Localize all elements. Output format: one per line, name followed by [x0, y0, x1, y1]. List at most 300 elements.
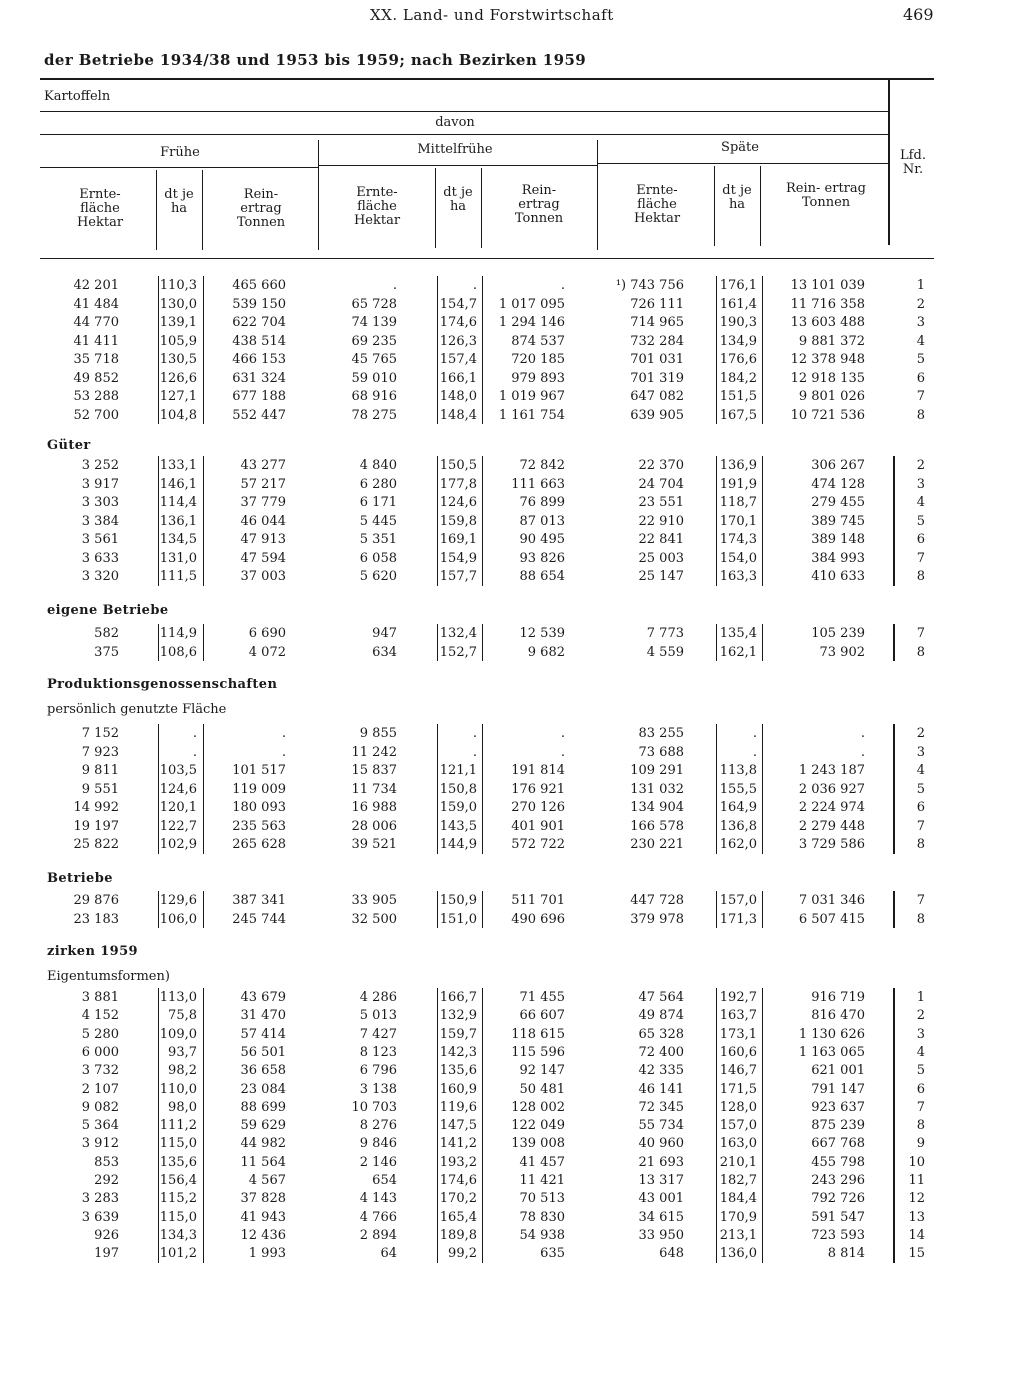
- table-row: [0, 1191, 1024, 1209]
- table-row: [0, 1100, 1024, 1118]
- cell-lfd-nr: 6: [916, 1081, 925, 1097]
- cell-yield-fruehe: 106,0: [159, 911, 197, 927]
- cell-lfd-nr: 4: [916, 763, 925, 778]
- cell-area-spaete: 22 370: [638, 458, 684, 473]
- cell-area-spaete: 639 905: [630, 407, 684, 423]
- cell-area-fruehe: 19 197: [73, 818, 119, 834]
- table-row: [0, 837, 1024, 855]
- table-row: [0, 551, 1024, 569]
- cell-output-spaete: 1 130 626: [798, 1026, 865, 1042]
- cell-output-spaete: 474 128: [811, 476, 865, 492]
- cell-output-spaete: 923 637: [811, 1099, 865, 1115]
- cell-area-mittelfruehe: 78 275: [351, 407, 397, 423]
- cell-output-fruehe: 41 943: [240, 1209, 286, 1225]
- rule-group-2: [597, 140, 598, 250]
- column-rule: [203, 724, 204, 854]
- table-row: [0, 912, 1024, 930]
- cell-area-fruehe: 197: [94, 1246, 119, 1262]
- lfd-nr-rule: [893, 988, 895, 1263]
- cell-yield-fruehe: 139,1: [159, 315, 197, 330]
- cell-area-fruehe: 9 811: [81, 763, 119, 778]
- cell-lfd-nr: 8: [916, 644, 925, 660]
- column-rule: [716, 456, 717, 586]
- column-rule: [762, 724, 763, 854]
- table-row: [0, 1210, 1024, 1228]
- cell-area-mittelfruehe: 16 988: [351, 800, 397, 815]
- cell-area-fruehe: 375: [94, 644, 119, 660]
- column-rule: [716, 891, 717, 928]
- cell-output-mittelfruehe: 9 682: [527, 644, 565, 660]
- cell-output-mittelfruehe: 72 842: [519, 458, 565, 473]
- cell-yield-fruehe: 101,2: [159, 1246, 197, 1262]
- table-row: [0, 1246, 1024, 1264]
- cell-yield-spaete: 162,0: [719, 837, 757, 852]
- cell-area-fruehe: 53 288: [73, 389, 119, 404]
- cell-yield-fruehe: 131,0: [159, 550, 197, 566]
- rule-h3: [435, 168, 436, 248]
- table-row: [0, 893, 1024, 911]
- cell-output-spaete: 13 101 039: [790, 278, 865, 293]
- cell-area-mittelfruehe: 10 703: [351, 1099, 397, 1115]
- cell-output-spaete: 10 721 536: [790, 407, 865, 423]
- rule-crop: [40, 111, 888, 112]
- cell-output-fruehe: 37 003: [240, 569, 286, 584]
- cell-area-spaete: 701 031: [630, 352, 684, 367]
- cell-yield-spaete: 184,2: [719, 370, 757, 386]
- cell-output-spaete: 9 801 026: [798, 389, 865, 404]
- column-rule: [203, 456, 204, 586]
- cell-lfd-nr: 6: [916, 800, 925, 815]
- cell-area-spaete: 72 400: [638, 1044, 684, 1060]
- cell-output-fruehe: 438 514: [232, 333, 286, 349]
- cell-output-mittelfruehe: .: [560, 278, 565, 293]
- cell-area-spaete: 72 345: [638, 1099, 684, 1115]
- page-number: 469: [903, 5, 934, 24]
- cell-yield-spaete: 213,1: [719, 1227, 757, 1243]
- cell-output-spaete: 916 719: [811, 990, 865, 1005]
- cell-output-mittelfruehe: 176 921: [511, 781, 565, 797]
- cell-area-fruehe: 49 852: [73, 370, 119, 386]
- cell-lfd-nr: 2: [916, 458, 925, 473]
- table-row: [0, 1155, 1024, 1173]
- cell-area-mittelfruehe: 4 143: [359, 1191, 397, 1207]
- cell-lfd-nr: 3: [916, 476, 925, 492]
- cell-yield-mittelfruehe: 159,7: [439, 1026, 477, 1042]
- cell-yield-fruehe: 156,4: [159, 1173, 197, 1188]
- cell-lfd-nr: 9: [916, 1136, 925, 1152]
- cell-area-mittelfruehe: 33 905: [351, 893, 397, 908]
- cell-area-mittelfruehe: 6 171: [359, 495, 397, 510]
- cell-yield-mittelfruehe: 177,8: [439, 476, 477, 492]
- cell-area-mittelfruehe: 2 894: [359, 1227, 397, 1243]
- cell-area-fruehe: 3 881: [81, 990, 119, 1005]
- table-row: [0, 1008, 1024, 1026]
- cell-area-spaete: 40 960: [638, 1136, 684, 1152]
- cell-output-fruehe: .: [281, 744, 286, 760]
- cell-lfd-nr: 8: [916, 837, 925, 852]
- cell-area-spaete: ¹) 743 756: [615, 278, 684, 293]
- cell-output-mittelfruehe: 118 615: [511, 1026, 565, 1042]
- cell-lfd-nr: 7: [916, 1099, 925, 1115]
- cell-yield-fruehe: 135,6: [159, 1154, 197, 1170]
- cell-area-mittelfruehe: 28 006: [351, 818, 397, 834]
- cell-output-spaete: 791 147: [811, 1081, 865, 1097]
- cell-area-fruehe: 2 107: [81, 1081, 119, 1097]
- cell-yield-fruehe: 115,0: [159, 1136, 197, 1152]
- cell-yield-mittelfruehe: 144,9: [439, 837, 477, 852]
- cell-yield-spaete: 157,0: [719, 893, 757, 908]
- cell-area-mittelfruehe: 7 427: [359, 1026, 397, 1042]
- cell-yield-mittelfruehe: 170,2: [439, 1191, 477, 1207]
- cell-yield-spaete: .: [752, 726, 757, 741]
- cell-output-mittelfruehe: 111 663: [511, 476, 565, 492]
- cell-yield-mittelfruehe: 143,5: [439, 818, 477, 834]
- cell-yield-spaete: 174,3: [719, 532, 757, 547]
- cell-area-mittelfruehe: 6 058: [359, 550, 397, 566]
- cell-yield-spaete: 190,3: [719, 315, 757, 330]
- cell-area-spaete: 109 291: [630, 763, 684, 778]
- table-row: [0, 408, 1024, 426]
- cell-area-fruehe: 44 770: [73, 315, 119, 330]
- cell-output-fruehe: 265 628: [232, 837, 286, 852]
- cell-output-spaete: 667 768: [811, 1136, 865, 1152]
- cell-yield-fruehe: 120,1: [159, 800, 197, 815]
- cell-area-fruehe: 4 152: [81, 1008, 119, 1024]
- cell-lfd-nr: 8: [916, 407, 925, 423]
- col-yield-spaete: dt je ha: [722, 183, 752, 212]
- cell-output-spaete: 875 239: [811, 1118, 865, 1134]
- cell-yield-mittelfruehe: 151,0: [439, 911, 477, 927]
- cell-output-spaete: .: [860, 744, 865, 760]
- table-row: [0, 1045, 1024, 1063]
- cell-yield-spaete: 176,6: [719, 352, 757, 367]
- cell-yield-fruehe: 103,5: [159, 763, 197, 778]
- cell-yield-mittelfruehe: 154,7: [439, 296, 477, 312]
- column-rule: [158, 624, 159, 661]
- cell-output-spaete: 2 036 927: [798, 781, 865, 797]
- cell-yield-spaete: 170,9: [719, 1209, 757, 1225]
- cell-yield-mittelfruehe: 174,6: [439, 1173, 477, 1188]
- cell-output-mittelfruehe: 270 126: [511, 800, 565, 815]
- cell-output-fruehe: 552 447: [232, 407, 286, 423]
- cell-area-spaete: 647 082: [630, 389, 684, 404]
- cell-yield-fruehe: 93,7: [168, 1044, 197, 1060]
- cell-lfd-nr: 3: [916, 1026, 925, 1042]
- cell-output-spaete: 410 633: [811, 569, 865, 584]
- table-row: [0, 745, 1024, 763]
- cell-area-fruehe: 41 484: [73, 296, 119, 312]
- cell-area-mittelfruehe: 68 916: [351, 389, 397, 404]
- cell-output-mittelfruehe: 50 481: [519, 1081, 565, 1097]
- cell-yield-fruehe: 129,6: [159, 893, 197, 908]
- cell-yield-mittelfruehe: 150,9: [439, 893, 477, 908]
- cell-lfd-nr: 13: [908, 1209, 925, 1225]
- cell-area-spaete: 34 615: [638, 1209, 684, 1225]
- cell-yield-spaete: 170,1: [719, 513, 757, 529]
- cell-area-fruehe: 5 364: [81, 1118, 119, 1134]
- cell-lfd-nr: 15: [908, 1246, 925, 1262]
- column-rule: [437, 891, 438, 928]
- cell-area-spaete: 25 147: [638, 569, 684, 584]
- cell-area-spaete: 43 001: [638, 1191, 684, 1207]
- rule-group-1: [318, 140, 319, 250]
- cell-output-spaete: 7 031 346: [798, 893, 865, 908]
- column-rule: [716, 724, 717, 854]
- cell-output-fruehe: 56 501: [240, 1044, 286, 1060]
- cell-yield-mittelfruehe: 166,1: [439, 370, 477, 386]
- cell-yield-spaete: 167,5: [719, 407, 757, 423]
- cell-area-fruehe: 29 876: [73, 893, 119, 908]
- cell-output-mittelfruehe: 92 147: [519, 1063, 565, 1079]
- cell-yield-fruehe: 111,2: [159, 1118, 197, 1134]
- column-rule: [716, 988, 717, 1263]
- cell-area-mittelfruehe: 65 728: [351, 296, 397, 312]
- cell-area-spaete: 24 704: [638, 476, 684, 492]
- cell-area-fruehe: 926: [94, 1227, 119, 1243]
- cell-yield-fruehe: 136,1: [159, 513, 197, 529]
- cell-yield-spaete: 161,4: [719, 296, 757, 312]
- cell-lfd-nr: 5: [916, 352, 925, 367]
- lfd-nr-rule: [893, 456, 895, 586]
- cell-yield-mittelfruehe: .: [472, 726, 477, 741]
- section-heading-bezirke: zirken 1959: [47, 944, 139, 959]
- cell-output-mittelfruehe: .: [560, 744, 565, 760]
- rule-h5: [714, 166, 715, 246]
- column-rule: [437, 276, 438, 424]
- cell-yield-mittelfruehe: 148,0: [439, 389, 477, 404]
- cell-output-fruehe: 101 517: [232, 763, 286, 778]
- cell-output-spaete: 455 798: [811, 1154, 865, 1170]
- cell-output-fruehe: 677 188: [232, 389, 286, 404]
- cell-yield-fruehe: 98,0: [168, 1099, 197, 1115]
- table-row: [0, 297, 1024, 315]
- cell-output-fruehe: 46 044: [240, 513, 286, 529]
- table-row: [0, 1063, 1024, 1081]
- column-rule: [716, 276, 717, 424]
- cell-lfd-nr: 1: [916, 278, 925, 293]
- table-row: [0, 514, 1024, 532]
- cell-output-spaete: 2 279 448: [798, 818, 865, 834]
- cell-yield-mittelfruehe: 157,4: [439, 352, 477, 367]
- cell-area-mittelfruehe: 5 445: [359, 513, 397, 529]
- cell-area-fruehe: 3 283: [81, 1191, 119, 1207]
- cell-output-spaete: 279 455: [811, 495, 865, 510]
- table-row: [0, 371, 1024, 389]
- cell-output-spaete: 621 001: [811, 1063, 865, 1079]
- cell-area-spaete: 46 141: [638, 1081, 684, 1097]
- cell-yield-spaete: 171,5: [719, 1081, 757, 1097]
- cell-yield-mittelfruehe: .: [472, 744, 477, 760]
- cell-lfd-nr: 4: [916, 333, 925, 349]
- table-row: [0, 726, 1024, 744]
- table-row: [0, 458, 1024, 476]
- page-header: [0, 0, 1024, 80]
- section-heading-eigene-betriebe: eigene Betriebe: [47, 603, 169, 618]
- column-rule: [482, 988, 483, 1263]
- cell-yield-mittelfruehe: 124,6: [439, 495, 477, 510]
- cell-output-mittelfruehe: 1 161 754: [498, 407, 565, 423]
- col-output-fruehe: Rein- ertrag Tonnen: [236, 187, 286, 230]
- cell-lfd-nr: 2: [916, 726, 925, 741]
- cell-yield-fruehe: 146,1: [159, 476, 197, 492]
- table-row: [0, 1173, 1024, 1191]
- section-heading-betriebe: Betriebe: [47, 871, 113, 886]
- cell-area-spaete: 22 841: [638, 532, 684, 547]
- cell-output-mittelfruehe: 401 901: [511, 818, 565, 834]
- column-rule: [437, 624, 438, 661]
- cell-area-mittelfruehe: 5 013: [359, 1008, 397, 1024]
- cell-yield-fruehe: 113,0: [159, 990, 197, 1005]
- cell-output-mittelfruehe: 66 607: [519, 1008, 565, 1024]
- cell-area-mittelfruehe: 64: [380, 1246, 397, 1262]
- cell-area-fruehe: 7 152: [81, 726, 119, 741]
- cell-yield-fruehe: 110,0: [159, 1081, 197, 1097]
- cell-output-spaete: 792 726: [811, 1191, 865, 1207]
- cell-yield-spaete: 162,1: [719, 644, 757, 660]
- cell-yield-mittelfruehe: 119,6: [439, 1099, 477, 1115]
- cell-output-spaete: 13 603 488: [790, 315, 865, 330]
- column-rule: [482, 624, 483, 661]
- section-subheading-persoenlich: persönlich genutzte Fläche: [47, 702, 227, 717]
- column-rule: [203, 624, 204, 661]
- cell-output-fruehe: 31 470: [240, 1008, 286, 1024]
- table-row: [0, 763, 1024, 781]
- cell-area-fruehe: 25 822: [73, 837, 119, 852]
- cell-yield-spaete: 155,5: [719, 781, 757, 797]
- cell-output-fruehe: 43 679: [240, 990, 286, 1005]
- rule-group-fruehe: [40, 167, 318, 168]
- column-rule: [203, 988, 204, 1263]
- cell-output-fruehe: 57 217: [240, 476, 286, 492]
- cell-yield-fruehe: 124,6: [159, 781, 197, 797]
- cell-area-spaete: 726 111: [630, 296, 684, 312]
- cell-lfd-nr: 14: [908, 1227, 925, 1243]
- cell-yield-spaete: 113,8: [719, 763, 757, 778]
- cell-area-mittelfruehe: 2 146: [359, 1154, 397, 1170]
- table-row: [0, 1027, 1024, 1045]
- cell-yield-spaete: 163,3: [719, 569, 757, 584]
- col-yield-fruehe: dt je ha: [164, 187, 194, 216]
- cell-area-mittelfruehe: 11 734: [351, 781, 397, 797]
- cell-yield-spaete: 160,6: [719, 1044, 757, 1060]
- table-row: [0, 800, 1024, 818]
- column-rule: [158, 456, 159, 586]
- cell-area-fruehe: 3 912: [81, 1136, 119, 1152]
- cell-area-spaete: 7 773: [646, 626, 684, 641]
- cell-area-spaete: 47 564: [638, 990, 684, 1005]
- cell-yield-spaete: .: [752, 744, 757, 760]
- lfd-nr-rule: [893, 724, 895, 854]
- table-row: [0, 352, 1024, 370]
- cell-output-mittelfruehe: 41 457: [519, 1154, 565, 1170]
- cell-area-mittelfruehe: 45 765: [351, 352, 397, 367]
- cell-output-mittelfruehe: 874 537: [511, 333, 565, 349]
- cell-yield-spaete: 164,9: [719, 800, 757, 815]
- cell-yield-mittelfruehe: 121,1: [439, 763, 477, 778]
- cell-yield-spaete: 192,7: [719, 990, 757, 1005]
- cell-output-spaete: 8 814: [827, 1246, 865, 1262]
- cell-output-fruehe: 47 594: [240, 550, 286, 566]
- cell-area-fruehe: 7 923: [81, 744, 119, 760]
- col-area-fruehe: Ernte- fläche Hektar: [76, 187, 124, 230]
- rule-h1: [156, 170, 157, 250]
- cell-output-spaete: 1 243 187: [798, 763, 865, 778]
- cell-area-mittelfruehe: 8 276: [359, 1118, 397, 1134]
- cell-area-mittelfruehe: 9 846: [359, 1136, 397, 1152]
- cell-area-fruehe: 3 561: [81, 532, 119, 547]
- cell-output-fruehe: 1 993: [248, 1246, 286, 1262]
- table-row: [0, 1228, 1024, 1246]
- cell-yield-fruehe: 134,3: [159, 1227, 197, 1243]
- cell-lfd-nr: 6: [916, 370, 925, 386]
- table-row: [0, 782, 1024, 800]
- column-rule: [762, 276, 763, 424]
- cell-output-fruehe: 37 828: [240, 1191, 286, 1207]
- cell-output-mittelfruehe: 1 017 095: [498, 296, 565, 312]
- rule-davon: [40, 134, 888, 135]
- cell-yield-spaete: 151,5: [719, 389, 757, 404]
- column-rule: [437, 724, 438, 854]
- cell-area-mittelfruehe: 4 766: [359, 1209, 397, 1225]
- cell-lfd-nr: 5: [916, 781, 925, 797]
- cell-yield-mittelfruehe: 150,5: [439, 458, 477, 473]
- cell-yield-spaete: 146,7: [719, 1063, 757, 1079]
- column-rule: [482, 276, 483, 424]
- cell-output-fruehe: 4 072: [248, 644, 286, 660]
- cell-output-spaete: 389 745: [811, 513, 865, 529]
- cell-area-mittelfruehe: 69 235: [351, 333, 397, 349]
- rule-top: [40, 78, 934, 80]
- cell-area-fruehe: 3 252: [81, 458, 119, 473]
- cell-yield-mittelfruehe: 147,5: [439, 1118, 477, 1134]
- cell-area-mittelfruehe: 6 280: [359, 476, 397, 492]
- cell-output-fruehe: 59 629: [240, 1118, 286, 1134]
- cell-lfd-nr: 3: [916, 744, 925, 760]
- cell-output-fruehe: 43 277: [240, 458, 286, 473]
- cell-output-spaete: 11 716 358: [790, 296, 865, 312]
- cell-output-fruehe: 47 913: [240, 532, 286, 547]
- cell-yield-fruehe: 122,7: [159, 818, 197, 834]
- cell-yield-spaete: 135,4: [719, 626, 757, 641]
- cell-output-mittelfruehe: .: [560, 726, 565, 741]
- cell-yield-mittelfruehe: 126,3: [439, 333, 477, 349]
- cell-area-mittelfruehe: 39 521: [351, 837, 397, 852]
- cell-area-fruehe: 9 551: [81, 781, 119, 797]
- table-row: [0, 569, 1024, 587]
- cell-yield-mittelfruehe: 150,8: [439, 781, 477, 797]
- cell-output-spaete: 816 470: [811, 1008, 865, 1024]
- cell-yield-mittelfruehe: 148,4: [439, 407, 477, 423]
- cell-area-spaete: 49 874: [638, 1008, 684, 1024]
- cell-yield-fruehe: 127,1: [159, 389, 197, 404]
- cell-output-spaete: .: [860, 726, 865, 741]
- cell-yield-mittelfruehe: 132,4: [439, 626, 477, 641]
- lfd-nr-rule: [893, 891, 895, 928]
- column-rule: [158, 988, 159, 1263]
- cell-yield-fruehe: 109,0: [159, 1026, 197, 1042]
- cell-lfd-nr: 7: [916, 818, 925, 834]
- cell-yield-fruehe: 115,2: [159, 1191, 197, 1207]
- table-row: [0, 532, 1024, 550]
- cell-yield-mittelfruehe: 159,8: [439, 513, 477, 529]
- cell-output-fruehe: 36 658: [240, 1063, 286, 1079]
- column-rule: [203, 276, 204, 424]
- table-row: [0, 819, 1024, 837]
- cell-area-spaete: 13 317: [638, 1173, 684, 1188]
- cell-lfd-nr: 7: [916, 389, 925, 404]
- cell-output-fruehe: 44 982: [240, 1136, 286, 1152]
- cell-yield-fruehe: 111,5: [159, 569, 197, 584]
